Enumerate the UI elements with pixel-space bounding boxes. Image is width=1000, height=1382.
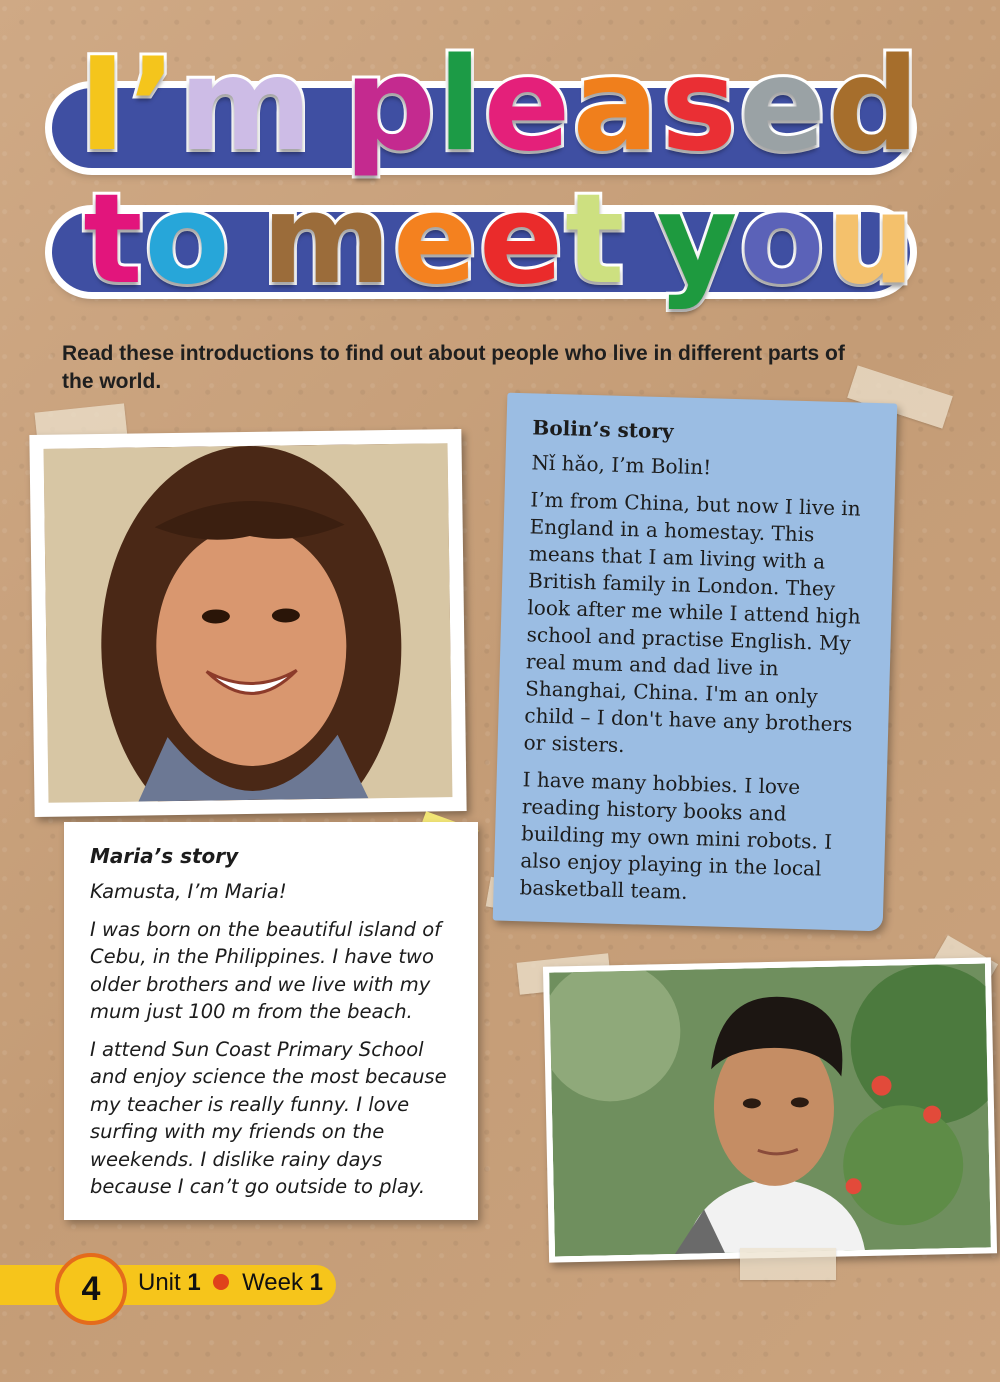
- title-letter: e: [739, 31, 828, 180]
- tape: [740, 1248, 836, 1280]
- title-letter: p: [344, 31, 438, 180]
- maria-paragraph-2: I attend Sun Coast Primary School and enjoy science the most because my teacher is really funny. I love surfing with my friends on the weekends. I dislike rainy days because I can’t go outside to play.: [90, 1037, 447, 1198]
- title-letter: [626, 170, 656, 310]
- title-letter: e: [392, 168, 480, 312]
- title-letter: d: [827, 31, 922, 180]
- page-number: 4: [55, 1253, 127, 1325]
- bolin-paragraph-1: I’m from China, but now I live in England in a homestay. This means that I am living with a British family in London. They look after me while I attend high school and practise English. My real mum and dad live in Shanghai, China. I'm an only child – I don't have any brothers or sisters.: [523, 487, 861, 758]
- title-letter: u: [826, 168, 917, 312]
- maria-photo: [29, 429, 466, 817]
- bolin-story-card: [493, 393, 898, 932]
- title-letter: ’: [128, 31, 179, 180]
- title-letter: m: [261, 168, 393, 312]
- title-letter: e: [479, 168, 566, 312]
- title-letter: l: [437, 31, 484, 180]
- title-letter: t: [83, 168, 145, 312]
- title-letter: o: [144, 168, 232, 312]
- bolin-greeting: Nǐ hǎo, I’m Bolin!: [531, 450, 712, 480]
- title-line-1: [0, 31, 1000, 180]
- bolin-photo: [543, 957, 997, 1262]
- unit-week-label: [138, 1269, 323, 1297]
- week-number: 1: [309, 1269, 324, 1296]
- bolin-paragraph-2: I have many hobbies. I love reading history books and building my own mini robots. I also enjoy playing in the local basketball team.: [519, 767, 833, 904]
- title-letter: y: [656, 168, 740, 312]
- title-line-2: [0, 170, 1000, 310]
- week-word: Week: [242, 1269, 303, 1296]
- title-letter: a: [572, 31, 661, 180]
- title-letter: I: [78, 31, 129, 180]
- maria-paragraph-1: I was born on the beautiful island of Cebu, in the Philippines. I have two older brothers and we live with my mum just 100 m from the beach.: [90, 917, 442, 1023]
- unit-word: Unit: [138, 1269, 181, 1296]
- maria-greeting: Kamusta, I’m Maria!: [90, 880, 287, 903]
- bolin-story-heading: Bolin’s story: [532, 415, 674, 444]
- title-letter: e: [483, 31, 573, 180]
- bullet-dot-icon: [213, 1274, 229, 1290]
- unit-number: 1: [187, 1269, 201, 1296]
- maria-story-card: [64, 822, 478, 1220]
- title-letter: [232, 170, 262, 310]
- intro-text: Read these introductions to find out about people who live in different parts of the world.: [62, 342, 845, 393]
- girl-portrait-image: [44, 443, 453, 803]
- maria-story-heading: Maria’s story: [90, 844, 239, 868]
- title-letter: [314, 36, 344, 176]
- title-letter: s: [660, 31, 740, 180]
- title-letter: m: [178, 31, 315, 180]
- title-letter: t: [565, 168, 627, 312]
- boy-portrait-image: [549, 963, 991, 1256]
- title-letter: o: [739, 168, 827, 312]
